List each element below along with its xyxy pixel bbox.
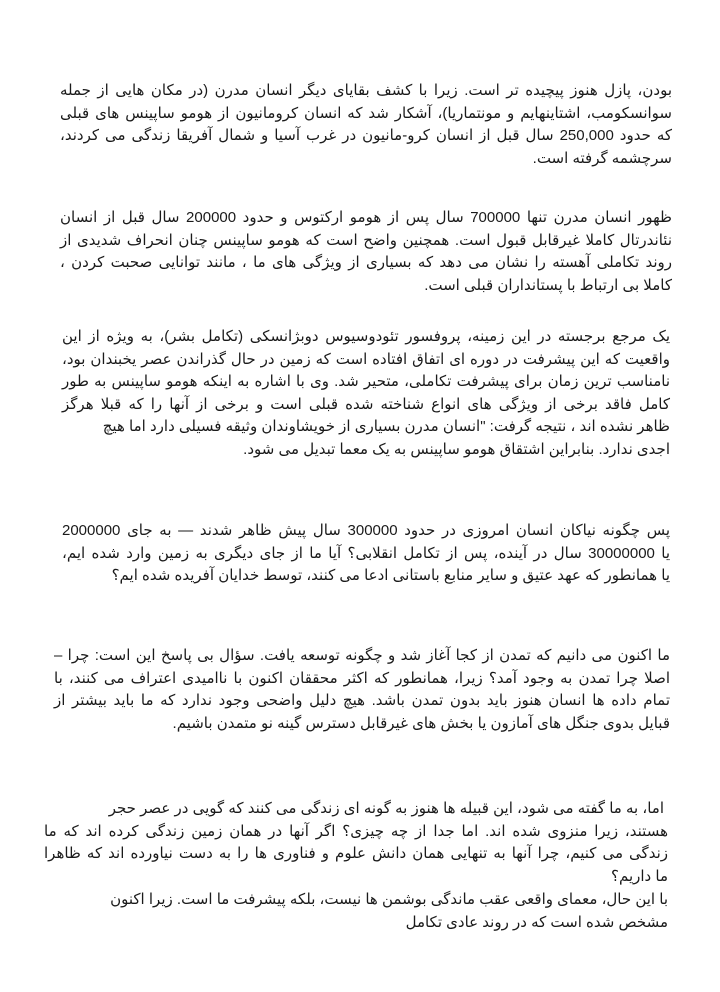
text-line: سرچشمه گرفته است. (532, 149, 672, 167)
paragraph-4 (62, 520, 670, 588)
text-line: هستند، زیرا منزوی شده اند. اما جدا از چه چیزی؟ اگر آنها در همان زمین زندگی کرده اند که ما (44, 822, 668, 840)
text-line: ظهور انسان مدرن تنها 700000 سال پس از هومو ارکتوس و حدود 200000 سال قبل از انسان (60, 209, 672, 226)
text-line: یا همانطور که عهد عتیق و سایر منابع باستانی ادعا می کنند، توسط خدایان آفریده شده ایم؟ (111, 567, 670, 584)
text-line: تمام داده ها انسان هنوز باید بدون تمدن باشد. هیچ دلیل واضحی وجود ندارد که ما باید بیشتر از (54, 692, 670, 709)
text-line: کاملا بی ارتباط با پستانداران قبلی است. (424, 276, 672, 294)
text-line: قبایل بدوی جنگل های آمازون یا بخش های غیرقابل دسترس گینه نو متمدن باشیم. (172, 714, 670, 732)
text-line: کامل فاقد برخی از ویژگی های انواع شناخته شده قبلی است و برخی از آنها را که قبلا هرگز (62, 395, 670, 413)
text-line: ما داریم؟ (611, 867, 668, 885)
text-line: نئاندرتال کاملا غیرقابل قبول است. همچنین واضح است که هومو ساپینس چنان انحراف شدیدی از (60, 231, 672, 249)
paragraph-1 (60, 80, 672, 170)
paragraph-7 (44, 889, 668, 934)
text-line: پس چگونه نیاکان انسان امروزی در حدود 300000 سال پیش ظاهر شدند — به جای 2000000 (62, 522, 671, 539)
text-line: روند تکاملی آهسته را نشان می دهد که بسیاری از ویژگی های ما ، مانند توانایی صحبت کردن ، (60, 254, 672, 271)
text-line: یک مرجع برجسته در این زمینه، پروفسور تئودوسیوس دوبژانسکی (تکامل بشر)، به ویژه از این (62, 328, 670, 345)
paragraph-5 (54, 645, 670, 735)
paragraph-2 (60, 207, 672, 297)
text-line: واقعیت که این پیشرفت در دوره ای اتفاق افتاده است که زمین در حال گذراندن عصر یخبندان بود، (62, 350, 670, 368)
text-line: که حدود 250,000 سال قبل از انسان کرو-مانیون در غرب آسیا و شمال آفریقا زندگی می کردند، (60, 127, 672, 144)
paragraph-6 (44, 798, 668, 888)
text-line: ظاهر نشده اند ، نتیجه گرفت: "انسان مدرن بسیاری از خویشاوندان وثیقه فسیلی دارد اما هیچ (102, 418, 670, 435)
text-line: بودن، پازل هنوز پیچیده تر است. زیرا با کشف بقایای دیگر انسان مدرن (در مکان هایی از جمله (60, 82, 672, 99)
text-line: یا 30000000 سال در آینده، پس از تکامل انقلابی؟ آیا ما از جای دیگری به زمین وارد شده ایم، (62, 544, 670, 562)
text-line: سوانسکومب، اشتاینهایم و مونتماریا)، آشکار شد که انسان کرومانیون از هومو ساپینس های قبلی (60, 104, 672, 122)
text-line: اما، به ما گفته می شود، این قبیله ها هنوز به گونه ای زندگی می کنند که گویی در عصر حجر (108, 800, 664, 817)
text-line: اجدی ندارد. بنابراین اشتقاق هومو ساپینس به یک معما تبدیل می شود. (243, 440, 670, 458)
text-line: زندگی می کنیم، چرا آنها به تنهایی همان دانش علوم و فناوری ها را به دست نیاورده اند که ظاهرا (44, 845, 668, 862)
text-line: ما اکنون می دانیم که تمدن از کجا آغاز شد و چگونه توسعه یافت. سؤال بی پاسخ این است: چرا – (54, 647, 670, 664)
paragraph-3 (62, 326, 670, 461)
text-line: اصلا چرا تمدن به وجود آمد؟ زیرا، همانطور که اکثر محققان اکنون با ناامیدی اعتراف می کنند، با (54, 669, 670, 687)
text-line: نامناسب ترین زمان برای پیشرفت تکاملی، متحیر شد. وی با اشاره به اینکه هومو ساپینس به طور (62, 373, 670, 390)
text-line: مشخص شده است که در روند عادی تکامل (405, 913, 668, 931)
text-line: با این حال، معمای واقعی عقب ماندگی بوشمن ها نیست، بلکه پیشرفت ما است. زیرا اکنون (110, 891, 668, 908)
